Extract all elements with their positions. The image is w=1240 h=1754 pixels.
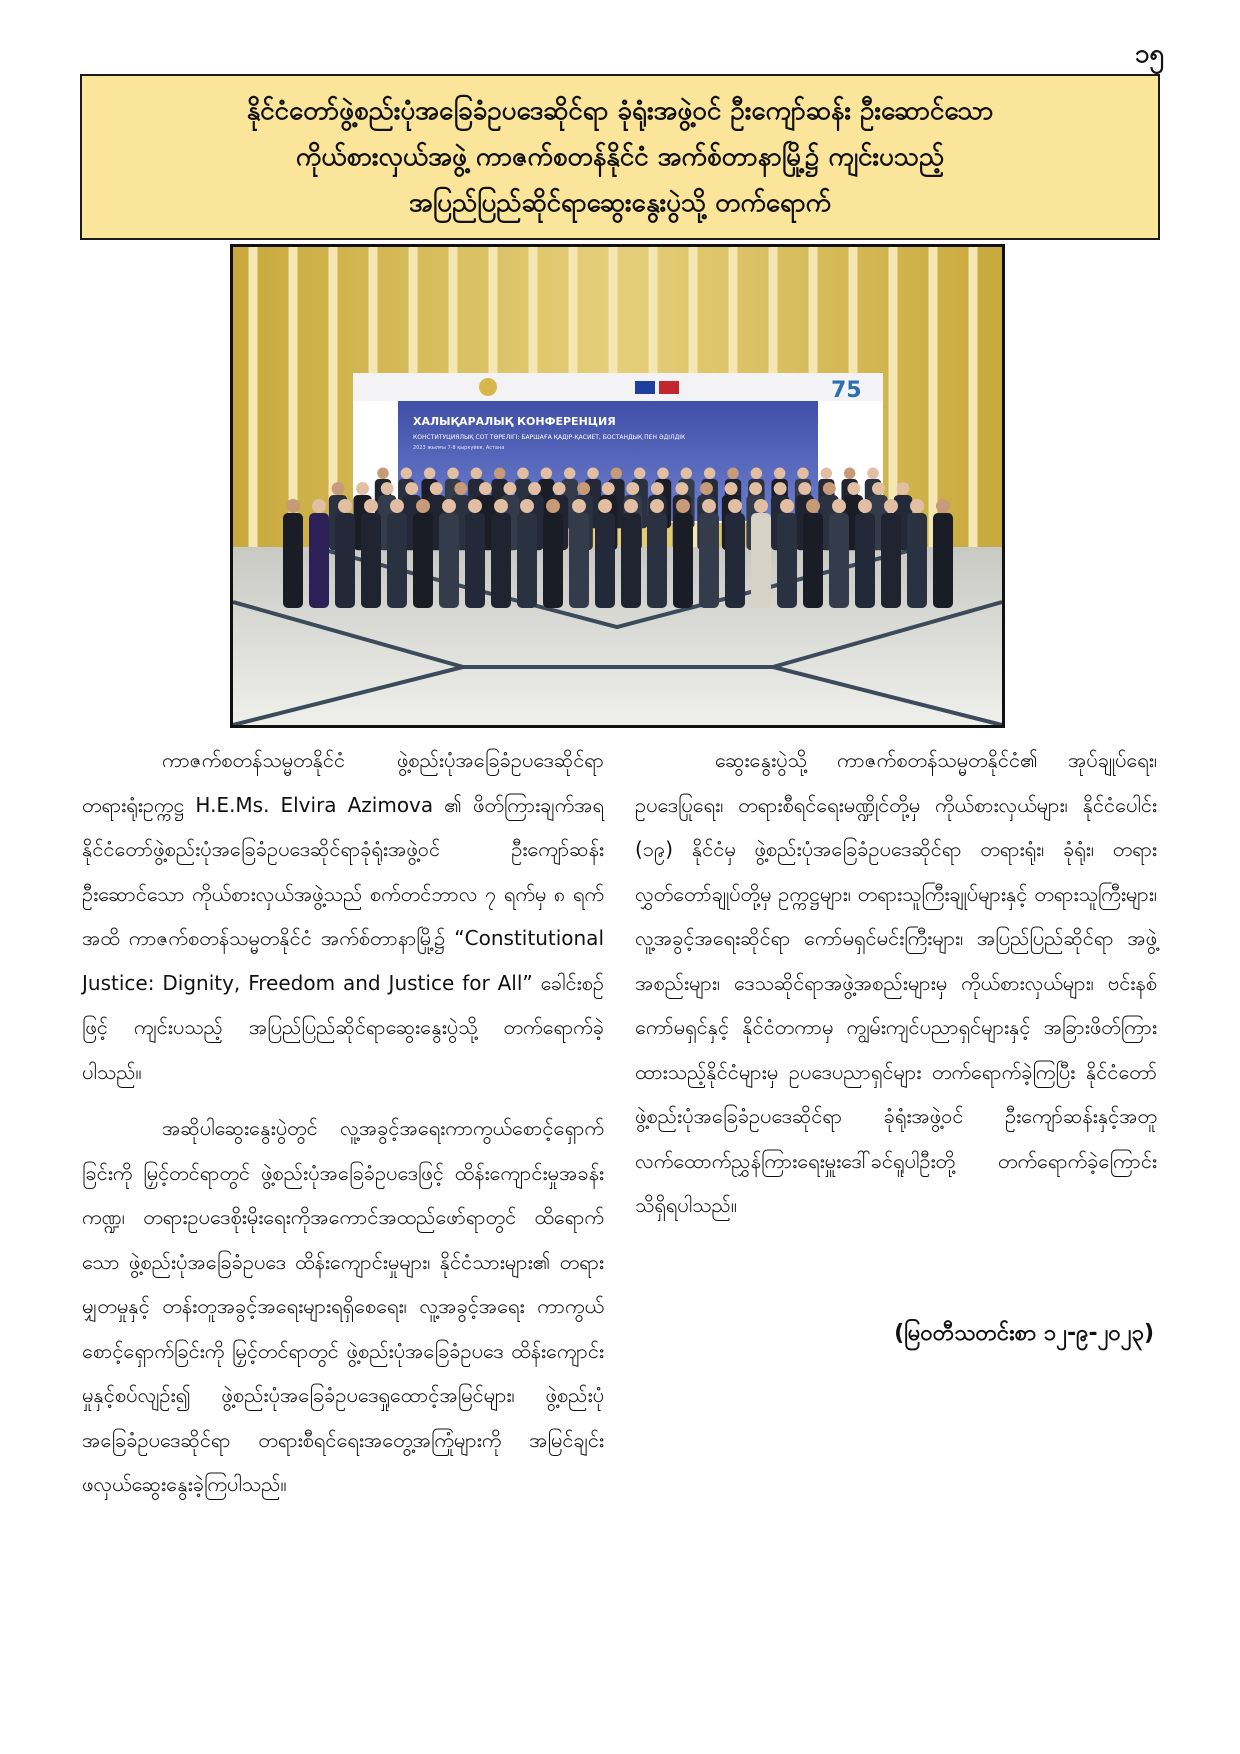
source-credit: (မြဝတီသတင်းစာ ၁၂-၉-၂၀၂၃): [894, 1321, 1154, 1346]
delegate-figure: [725, 513, 745, 608]
delegate-head: [479, 482, 492, 495]
delegate-head: [872, 482, 885, 495]
delegate-head: [823, 482, 836, 495]
delegate-head: [675, 482, 688, 495]
delegate-head: [626, 482, 639, 495]
delegate-head: [401, 468, 412, 479]
delegate-head: [504, 482, 517, 495]
delegate-head: [390, 499, 404, 513]
delegate-head: [774, 468, 785, 479]
delegate-figure: [803, 513, 823, 608]
delegate-head: [847, 482, 860, 495]
delegate-figure: [751, 513, 771, 608]
delegate-figure: [777, 513, 797, 608]
delegate-head: [602, 482, 615, 495]
delegate-head: [430, 482, 443, 495]
delegate-head: [356, 482, 369, 495]
delegate-head: [494, 499, 508, 513]
delegate-head: [377, 468, 388, 479]
conference-group-photo: [230, 244, 1005, 728]
delegate-head: [704, 468, 715, 479]
right-column: [635, 738, 1157, 1240]
delegate-head: [528, 482, 541, 495]
left-paragraph-1: ကာဇက်စတန်သမ္မတနိုင်ငံ ဖွဲ့စည်းပုံအခြေခံဥပဒေဆိုင်ရာ တရားရုံးဥက္ကဋ္ဌ H.E.Ms. Elvira Azimova ၏ ဖိတ်ကြားချက်အရ နိုင်ငံတော်ဖွဲ့စည်းပုံအခြေခံဥပဒေဆိုင်ရာခုံရုံးအဖွဲ့ဝင် ဦးကျော်ဆန်း ဦးဆောင်သော ကိုယ်စားလှယ်အဖွဲ့သည် စက်တင်ဘာလ ၇ ရက်မှ ၈ ရက်အထိ ကာဇက်စတန်သမ္မတနိုင်ငံ အက်စ်တာနာမြို့၌ “Constitutional Justice: Dignity, Freedom and Justice for All” ခေါင်းစဉ်ဖြင့် ကျင်းပသည့် အပြည်ပြည်ဆိုင်ရာဆွေးနွေးပွဲသို့ တက်ရောက်ခဲ့ပါသည်။: [82, 748, 604, 1084]
council-logo-icon: [659, 381, 679, 394]
delegate-head: [897, 482, 910, 495]
delegate-head: [681, 468, 692, 479]
delegate-figure: [569, 513, 589, 608]
delegate-head: [844, 468, 855, 479]
left-column: [82, 738, 604, 1519]
delegate-head: [884, 499, 898, 513]
delegate-head: [405, 482, 418, 495]
delegate-head: [332, 482, 345, 495]
delegate-head: [381, 482, 394, 495]
delegate-head: [832, 499, 846, 513]
emblem-icon: [479, 378, 497, 396]
delegate-head: [754, 499, 768, 513]
delegate-figure: [647, 513, 667, 608]
delegate-head: [312, 499, 326, 513]
banner-date: 2023 жылғы 7-8 қыркүйек, Астана: [413, 445, 505, 451]
delegate-figure: [439, 513, 459, 608]
delegate-head: [598, 499, 612, 513]
headline-line-1: နိုင်ငံတော်ဖွဲ့စည်းပုံအခြေခံဥပဒေဆိုင်ရာ ခုံရုံးအဖွဲ့ဝင် ဦးကျော်ဆန်း ဦးဆောင်သော: [246, 96, 994, 126]
delegate-head: [520, 499, 534, 513]
delegate-figure: [465, 513, 485, 608]
delegate-figure: [361, 513, 381, 608]
delegate-head: [587, 468, 598, 479]
page-number: ၁၅: [1134, 39, 1164, 69]
delegate-figure: [621, 513, 641, 608]
delegate-figure: [517, 513, 537, 608]
anniversary-logo: 75: [831, 378, 862, 403]
delegate-figure: [335, 513, 355, 608]
delegate-head: [700, 482, 713, 495]
banner-subtitle: КОНСТИТУЦИЯЛЫҚ СОТ ТӨРЕЛІГІ: БАРШАҒА ҚАДІР-ҚАСИЕТ, БОСТАНДЫҚ ПЕН ӘДІЛДІК: [413, 434, 686, 441]
delegate-figure: [855, 513, 875, 608]
delegate-head: [774, 482, 787, 495]
delegate-figure: [491, 513, 511, 608]
delegate-head: [821, 468, 832, 479]
banner-title: ХАЛЫҚАРАЛЫҚ КОНФЕРЕНЦИЯ: [413, 415, 616, 428]
delegate-head: [338, 499, 352, 513]
delegate-head: [471, 468, 482, 479]
delegate-head: [867, 468, 878, 479]
delegate-head: [806, 499, 820, 513]
delegate-head: [702, 499, 716, 513]
delegate-figure: [829, 513, 849, 608]
delegate-head: [936, 499, 950, 513]
headline-box: [80, 74, 1160, 240]
delegate-head: [494, 468, 505, 479]
delegate-head: [286, 499, 300, 513]
delegate-figure: [283, 513, 303, 608]
delegate-head: [442, 499, 456, 513]
delegate-figure: [907, 513, 927, 608]
delegate-head: [910, 499, 924, 513]
delegate-head: [797, 468, 808, 479]
headline-line-2: ကိုယ်စားလှယ်အဖွဲ့ ကာဇက်စတန်နိုင်ငံ အက်စ်တာနာမြို့၌ ကျင်းပသည့်: [295, 142, 945, 172]
delegate-figure: [881, 513, 901, 608]
delegate-head: [541, 468, 552, 479]
delegate-head: [749, 482, 762, 495]
right-paragraph-1: ဆွေးနွေးပွဲသို့ ကာဇက်စတန်သမ္မတနိုင်ငံ၏ အုပ်ချုပ်ရေး၊ ဥပဒေပြုရေး၊ တရားစီရင်ရေးမဏ္ဍိုင်တို့မှ ကိုယ်စားလှယ်များ၊ နိုင်ငံပေါင်း (၁၉) နိုင်ငံမှ ဖွဲ့စည်းပုံအခြေခံဥပဒေဆိုင်ရာ တရားရုံး၊ ခုံရုံး၊ တရားလွှတ်တော်ချုပ်တို့မှ ဥက္ကဋ္ဌများ၊ တရားသူကြီးချုပ်များနှင့် တရားသူကြီးများ၊ လူ့အခွင့်အရေးဆိုင်ရာ ကော်မရှင်မင်းကြီးများ၊ အပြည်ပြည်ဆိုင်ရာ အဖွဲ့အစည်းများ၊ ဒေသဆိုင်ရာအဖွဲ့အစည်းများမှ ကိုယ်စားလှယ်များ၊ ဗင်းနစ်ကော်မရှင်နှင့် နိုင်ငံတကာမှ ကျွမ်းကျင်ပညာရှင်များနှင့် အခြားဖိတ်ကြားထားသည့်နိုင်ငံများမှ ဥပဒေပညာရှင်များ တက်ရောက်ခဲ့ကြပြီး နိုင်ငံတော်ဖွဲ့စည်းပုံအခြေခံဥပဒေဆိုင်ရာ ခုံရုံးအဖွဲ့ဝင် ဦးကျော်ဆန်းနှင့်အတူ လက်ထောက်ညွှန်ကြားရေးမှူးဒေါ်ခင်ရူပါဦးတို့ တက်ရောက်ခဲ့ကြောင်း သိရှိရပါသည်။: [635, 748, 1157, 1217]
delegate-head: [657, 468, 668, 479]
delegate-head: [553, 482, 566, 495]
delegate-head: [780, 499, 794, 513]
delegate-figure: [387, 513, 407, 608]
delegate-head: [577, 482, 590, 495]
delegate-head: [364, 499, 378, 513]
delegate-head: [572, 499, 586, 513]
delegate-head: [468, 499, 482, 513]
delegate-head: [651, 482, 664, 495]
delegate-figure: [413, 513, 433, 608]
delegate-head: [564, 468, 575, 479]
delegate-head: [634, 468, 645, 479]
delegate-head: [424, 468, 435, 479]
delegate-head: [546, 499, 560, 513]
delegate-figure: [933, 513, 953, 608]
delegate-figure: [543, 513, 563, 608]
delegate-head: [416, 499, 430, 513]
delegate-figure: [309, 513, 329, 608]
delegate-head: [727, 468, 738, 479]
delegate-head: [624, 499, 638, 513]
delegate-figure: [673, 513, 693, 608]
delegate-head: [751, 468, 762, 479]
headline-line-3: အပြည်ပြည်ဆိုင်ရာဆွေးနွေးပွဲသို့ တက်ရောက်: [408, 188, 832, 218]
delegate-head: [676, 499, 690, 513]
delegate-head: [858, 499, 872, 513]
delegate-figure: [595, 513, 615, 608]
delegate-head: [650, 499, 664, 513]
left-paragraph-2: အဆိုပါဆွေးနွေးပွဲတွင် လူ့အခွင့်အရေးကာကွယ်စောင့်ရှောက်ခြင်းကို မြှင့်တင်ရာတွင် ဖွဲ့စည်းပုံအခြေခံဥပဒေဖြင့် ထိန်းကျောင်းမှုအခန်းကဏ္ဍ၊ တရားဥပဒေစိုးမိုးရေးကိုအကောင်အထည်ဖော်ရာတွင် ထိရောက်သော ဖွဲ့စည်းပုံအခြေခံဥပဒေ ထိန်းကျောင်းမှုများ၊ နိုင်ငံသားများ၏ တရားမျှတမှုနှင့် တန်းတူအခွင့်အရေးများရရှိစေရေး၊ လူ့အခွင့်အရေး ကာကွယ်စောင့်ရှောက်ခြင်းကို မြှင့်တင်ရာတွင် ဖွဲ့စည်းပုံအခြေခံဥပဒေ ထိန်းကျောင်းမှုနှင့်စပ်လျဉ်း၍ ဖွဲ့စည်းပုံအခြေခံဥပဒေရှုထောင့်အမြင်များ၊ ဖွဲ့စည်းပုံအခြေခံဥပဒေဆိုင်ရာ တရားစီရင်ရေးအတွေ့အကြုံများကို အမြင်ချင်းဖလှယ်ဆွေးနွေးခဲ့ကြပါသည်။: [82, 1116, 604, 1496]
delegate-head: [725, 482, 738, 495]
delegate-head: [454, 482, 467, 495]
delegate-head: [611, 468, 622, 479]
eu-flag-icon: [635, 381, 655, 394]
delegate-head: [728, 499, 742, 513]
delegate-head: [447, 468, 458, 479]
delegate-head: [798, 482, 811, 495]
delegate-head: [517, 468, 528, 479]
delegate-figure: [699, 513, 719, 608]
